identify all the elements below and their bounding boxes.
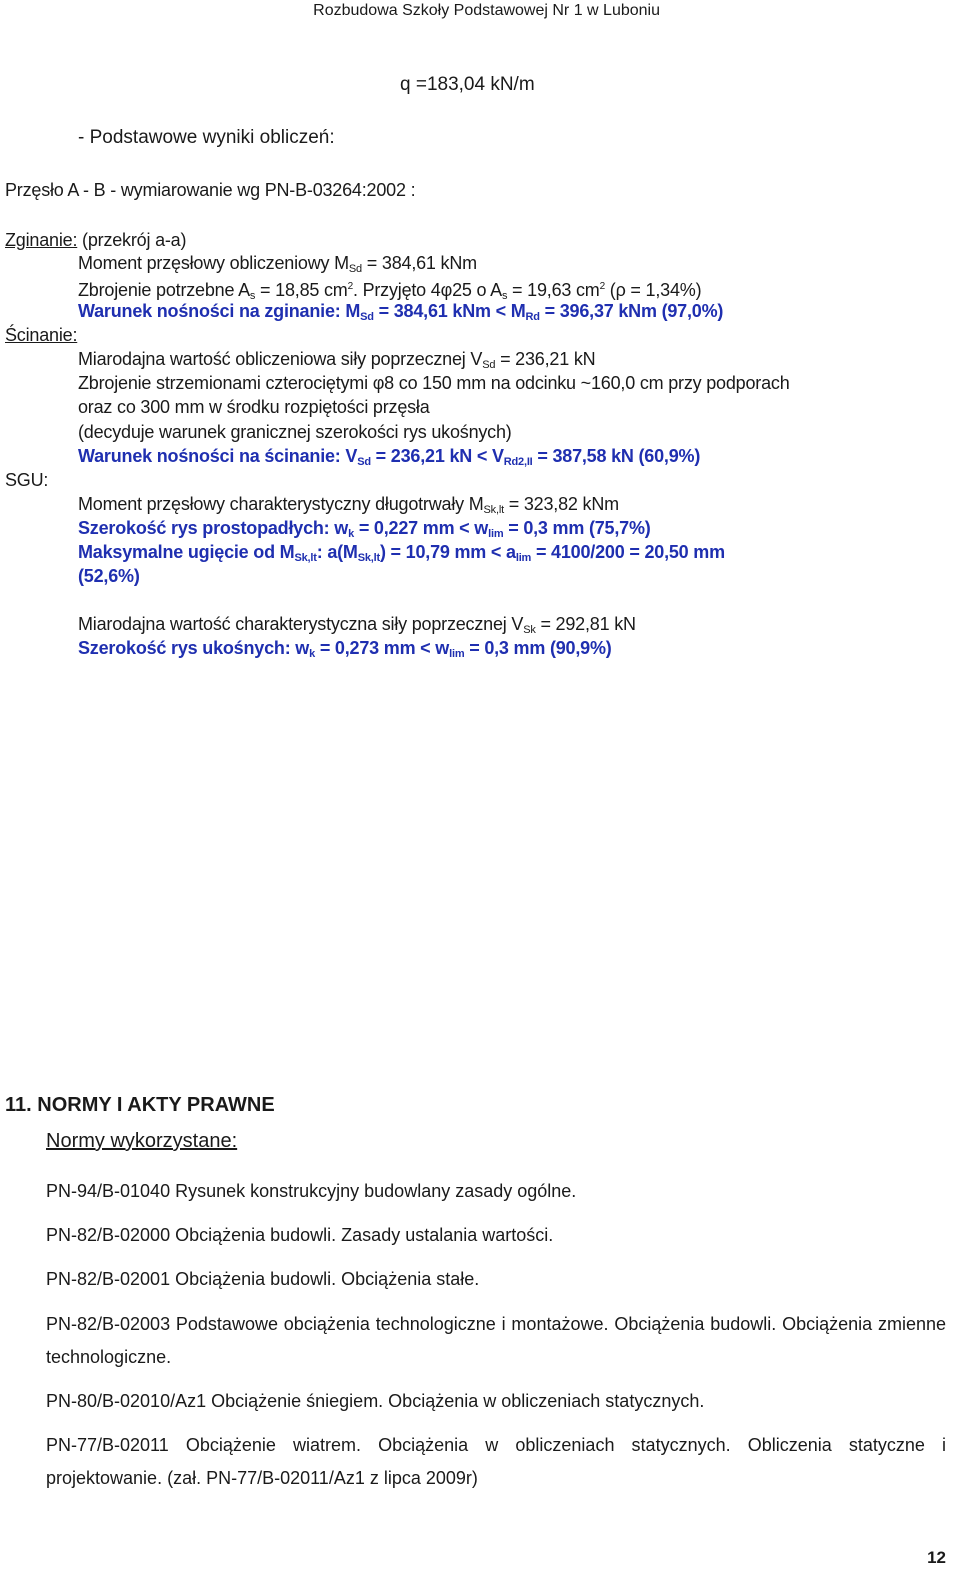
diag-sub2: lim [449,648,465,660]
page-header: Rozbudowa Szkoły Podstawowej Nr 1 w Luboniu [313,2,660,19]
shear-force-subscript: Sd [482,359,496,371]
defl-end: = 4100/200 = 20,50 mm [531,542,725,562]
crack-text: Szerokość rys prostopadłych: w [78,518,349,538]
shear-check-sub2: Rd2,II [503,456,533,468]
defl-mid2: ) = 10,79 mm < a [379,542,516,562]
bending-check-text: Warunek nośności na zginanie: M [78,301,361,321]
sgu-label: SGU: [5,470,49,490]
sgu-deflection-percent: (52,6%) [78,566,140,586]
norm-item: PN-77/B-02011 Obciążenie wiatrem. Obciążenia w obliczeniach statycznych. Obliczenia statyczne i projektowanie. (zał. PN-77/B-02011/Az1 z lipca 2009r) [46,1435,946,1488]
moment-value: = 384,61 kNm [361,253,477,273]
norm-item: PN-82/B-02000 Obciążenia budowli. Zasady ustalania wartości. [46,1225,554,1245]
moment-subscript: Sd [348,263,362,275]
shear-stirrups-2: oraz co 300 mm w środku rozpiętości przęsła [78,397,430,417]
defl-sub3: lim [515,552,532,564]
shear-stirrups-1: Zbrojenie strzemionami czterociętymi φ8 co 150 mm na odcinku ~160,0 cm przy podporach [78,373,790,393]
bending-label: Zginanie: [5,230,78,250]
sgu-moment-value: = 323,82 kNm [503,494,619,514]
defl-text: Maksymalne ugięcie od M [78,542,295,562]
diag-end: = 0,3 mm (90,9%) [464,638,612,658]
defl-mid1: : a(M [316,542,358,562]
moment-label: Moment przęsłowy obliczeniowy M [78,253,349,273]
norm-item: PN-94/B-01040 Rysunek konstrukcyjny budowlany zasady ogólne. [46,1181,577,1201]
rebar-ratio: (ρ = 1,34%) [604,280,702,300]
rebar-adopted-subscript: s [501,290,508,302]
bending-check-sub1: Sd [360,311,374,323]
sgu-moment-label: Moment przęsłowy charakterystyczny długotrwały M [78,494,484,514]
shear-check-sub1: Sd [357,456,371,468]
bending-heading [5,228,186,252]
rebar-adopted: . Przyjęto 4φ25 o A [352,280,502,300]
diag-mid: = 0,273 mm < w [315,638,450,658]
shear-label: Ścinanie: [5,325,78,345]
span-heading: Przęsło A - B - wymiarowanie wg PN-B-03264:2002 : [5,180,416,200]
bending-check-mid: = 384,61 kNm < M [373,301,526,321]
norms-subheading: Normy wykorzystane: [46,1130,238,1152]
norm-item: PN-80/B-02010/Az1 Obciążenie śniegiem. Obciążenia w obliczeniach statycznych. [46,1391,705,1411]
norms-heading: 11. NORMY I AKTY PRAWNE [5,1094,275,1116]
char-force-value: = 292,81 kN [535,614,636,634]
shear-check-end: = 387,58 kN (60,9%) [532,446,701,466]
shear-check-mid: = 236,21 kN < V [370,446,504,466]
bending-check-end: = 396,37 kNm (97,0%) [539,301,724,321]
norm-item: PN-82/B-02001 Obciążenia budowli. Obciążenia stałe. [46,1269,480,1289]
rebar-adopted-value: = 19,63 cm [507,280,600,300]
shear-check [78,444,700,474]
diag-sub1: k [309,648,316,660]
crack-mid: = 0,227 mm < w [354,518,489,538]
bending-check [78,299,723,329]
rebar-subscript: s [249,290,256,302]
defl-sub1: Sk,lt [294,552,317,564]
char-force-subscript: Sk [523,624,536,636]
bending-check-sub2: Rd [525,311,540,323]
shear-check-text: Warunek nośności na ścinanie: V [78,446,358,466]
defl-sub2: Sk,lt [357,552,380,564]
sgu-moment-subscript: Sk,lt [483,504,504,516]
page-number: 12 [927,1548,946,1567]
shear-force-value: = 236,21 kN [495,349,596,369]
bending-section: (przekrój a-a) [77,230,187,250]
crack-end: = 0,3 mm (75,7%) [503,518,651,538]
shear-note: (decyduje warunek granicznej szerokości rys ukośnych) [78,422,512,442]
shear-force-label: Miarodajna wartość obliczeniowa siły poprzecznej V [78,349,483,369]
norm-item: PN-82/B-02003 Podstawowe obciążenia technologiczne i montażowe. Obciążenia budowli. Obciążenia zmienne technologiczne. [46,1314,946,1367]
crack-sub1: k [348,528,355,540]
results-heading: - Podstawowe wyniki obliczeń: [78,127,335,148]
load-value: q =183,04 kN/m [400,74,535,95]
rebar-label: Zbrojenie potrzebne A [78,280,250,300]
diag-text: Szerokość rys ukośnych: w [78,638,310,658]
rebar-adopted-superscript: 2 [599,281,605,292]
crack-sub2: lim [488,528,504,540]
rebar-value: = 18,85 cm [255,280,348,300]
sgu-deflection [78,540,725,570]
sgu-diagonal-crack [78,636,612,666]
rebar-superscript: 2 [347,281,353,292]
char-force-label: Miarodajna wartość charakterystyczna siły poprzecznej V [78,614,524,634]
